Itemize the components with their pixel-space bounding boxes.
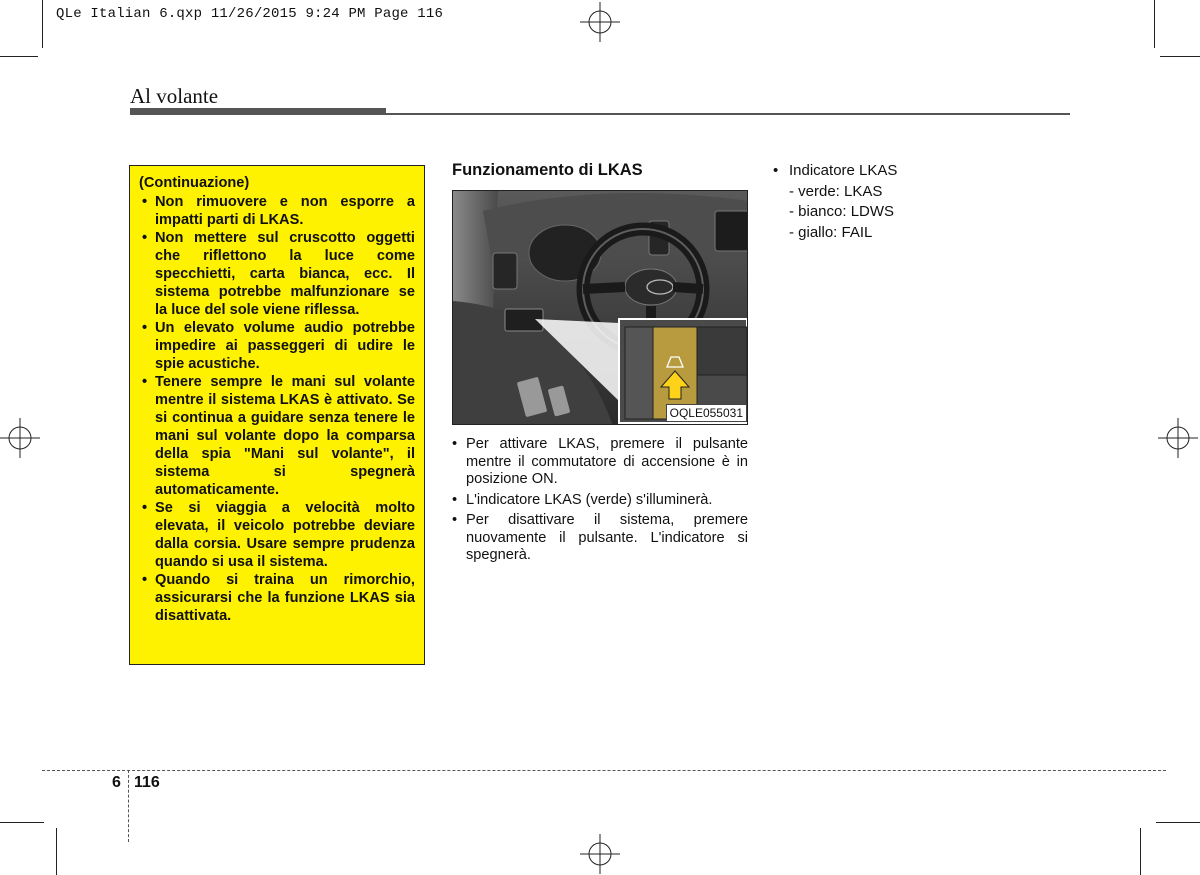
crop-mark (1156, 822, 1200, 823)
footer-rule (42, 770, 1166, 771)
warning-item: • Non mettere sul cruscotto oggetti che riflettono la luce come specchietti, carta bianca, ecc. Il sistema potrebbe malfunzionare se la luce del sole viene riflessa. (139, 229, 415, 319)
page-number: 116 (134, 774, 160, 791)
crop-mark (0, 822, 44, 823)
registration-mark-icon (580, 834, 620, 874)
warning-item: • Se si viaggia a velocità molto elevata, il veicolo potrebbe deviare dalla corsia. Usare sempre prudenza quando si usa il sistema. (139, 499, 415, 571)
registration-mark-icon (0, 418, 40, 458)
crop-mark (1140, 828, 1141, 875)
warning-item: • Un elevato volume audio potrebbe impedire ai passeggeri di udire le spie acustiche. (139, 319, 415, 373)
crop-mark (42, 0, 43, 48)
header-rule-thick (130, 108, 386, 115)
registration-mark-icon (1158, 418, 1198, 458)
list-item: • L'indicatore LKAS (verde) s'illuminerà. (452, 492, 748, 510)
indicator-label: • Indicatore LKAS (772, 161, 897, 182)
figure-code: OQLE055031 (666, 404, 747, 422)
continuation-label: (Continuazione) (139, 175, 250, 191)
registration-mark-icon (580, 2, 620, 42)
section-title: Al volante (130, 84, 219, 108)
indicator-state: - giallo: FAIL (789, 223, 873, 241)
list-item: • Per attivare LKAS, premere il pulsante mentre il commutatore di accensione è in posizione ON. (452, 436, 748, 489)
warning-item: • Quando si traina un rimorchio, assicurarsi che la funzione LKAS sia disattivata. (139, 571, 415, 625)
dashboard-drawing (453, 191, 748, 425)
warning-item: • Tenere sempre le mani sul volante mentre il sistema LKAS è attivato. Se si continua a guidare senza tenere le mani sul volante dopo la comparsa della spia "Mani sul volante", il sistema si spegnerà automaticamente. (139, 373, 415, 499)
indicator-list (772, 161, 897, 243)
chapter-number: 6 (112, 774, 121, 791)
footer-divider (128, 770, 129, 842)
warning-list (139, 193, 415, 625)
crop-mark (0, 56, 38, 57)
dashboard-illustration (452, 190, 748, 425)
crop-mark (1160, 56, 1200, 57)
crop-mark (56, 828, 57, 875)
print-slug: QLe Italian 6.qxp 11/26/2015 9:24 PM Page 116 (56, 6, 444, 22)
list-item: • Per disattivare il sistema, premere nuovamente il pulsante. L'indicatore si spegnerà. (452, 512, 748, 565)
crop-mark (1154, 0, 1155, 48)
header-rule-thin (386, 113, 1070, 115)
operation-list (452, 436, 748, 568)
warning-box (129, 165, 425, 665)
indicator-state: - verde: LKAS (789, 182, 883, 200)
indicator-state: - bianco: LDWS (789, 203, 895, 220)
section-heading: Funzionamento di LKAS (452, 161, 643, 179)
warning-item: • Non rimuovere e non esporre a impatti parti di LKAS. (139, 193, 415, 229)
